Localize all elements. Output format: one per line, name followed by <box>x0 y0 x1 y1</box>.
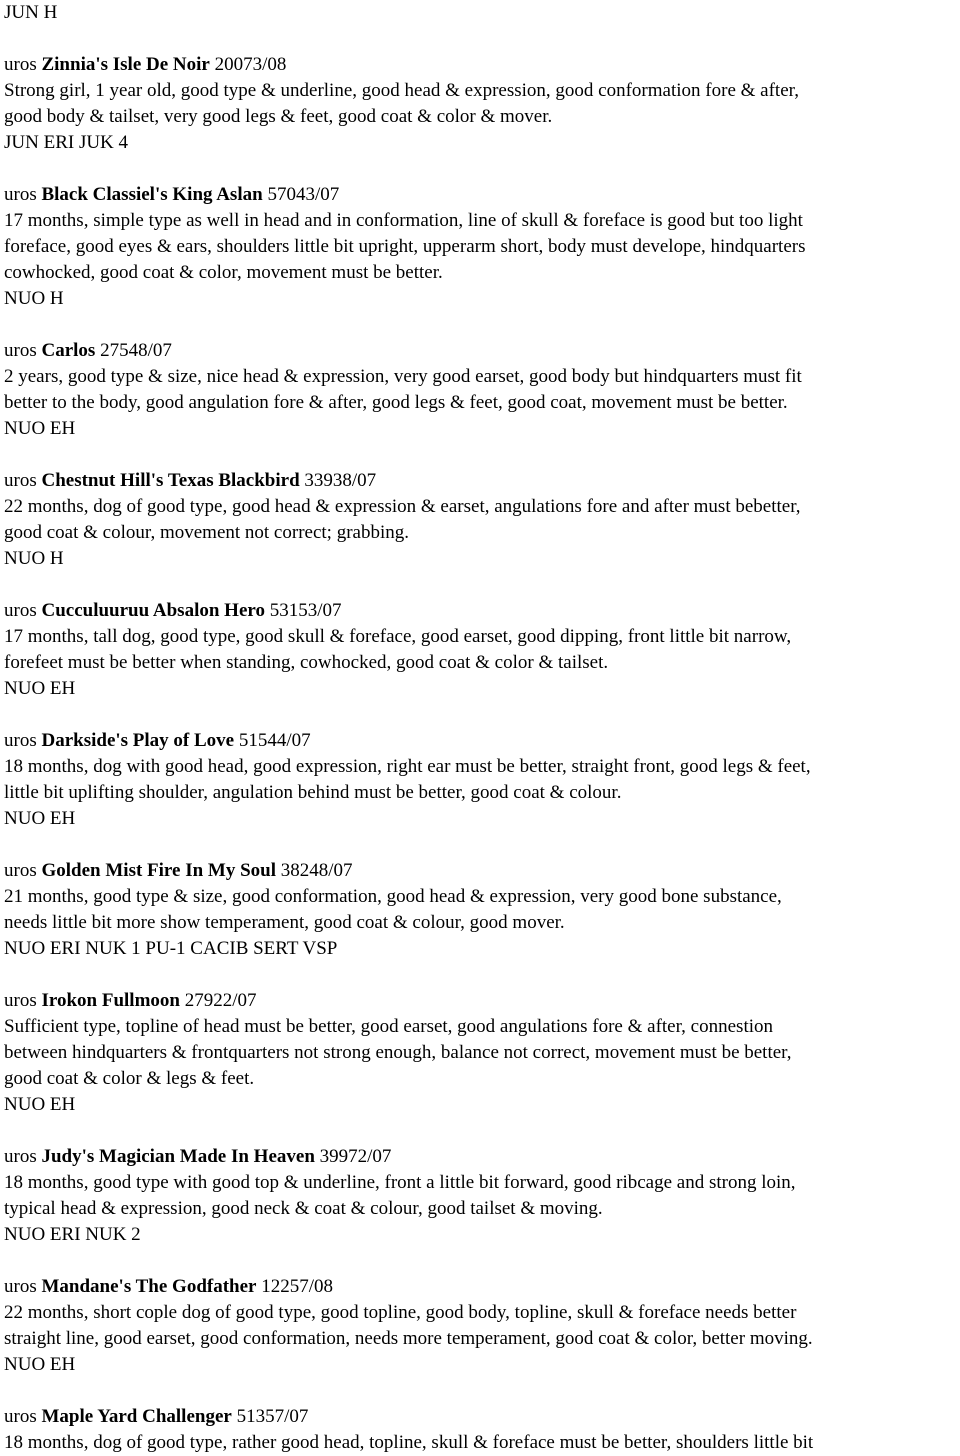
critique-line: 21 months, good type & size, good conformation, good head & expression, very good bone substance, <box>4 886 782 907</box>
dog-name: Judy's Magician Made In Heaven <box>41 1146 315 1167</box>
critique-line: foreface, good eyes & ears, shoulders little bit upright, upperarm short, body must develope, hindquarters <box>4 236 806 257</box>
spacer <box>4 1118 956 1144</box>
entry-prefix: uros <box>4 730 37 751</box>
dog-entry <box>4 1274 956 1404</box>
dog-name: Cucculuuruu Absalon Hero <box>41 600 265 621</box>
entry-title-line <box>4 858 956 884</box>
spacer <box>4 832 956 858</box>
entry-title-line <box>4 52 956 78</box>
critique-line: 2 years, good type & size, nice head & expression, very good earset, good body but hindquarters must fit <box>4 366 802 387</box>
spacer <box>4 702 956 728</box>
dog-entry <box>4 1144 956 1274</box>
spacer <box>4 572 956 598</box>
result-line: NUO H <box>4 288 64 309</box>
critique-line: between hindquarters & frontquarters not strong enough, balance not correct, movement must be better, <box>4 1042 792 1063</box>
registration-number: 12257/08 <box>261 1276 334 1297</box>
spacer <box>4 1378 956 1404</box>
result-line: NUO EH <box>4 678 76 699</box>
critique-line: 22 months, short cople dog of good type, good topline, good body, topline, skull & foreface needs better <box>4 1302 797 1323</box>
entry-prefix: uros <box>4 860 37 881</box>
critique-line: good coat & colour, movement not correct; grabbing. <box>4 522 409 543</box>
entry-prefix: uros <box>4 340 37 361</box>
critique-line: 18 months, dog of good type, rather good head, topline, skull & foreface must be better, shoulders little bit <box>4 1432 814 1453</box>
entry-prefix: uros <box>4 990 37 1011</box>
dog-name: Chestnut Hill's Texas Blackbird <box>41 470 300 491</box>
critique-line: straight line, good earset, good conformation, needs more temperament, good coat & color, better moving. <box>4 1328 813 1349</box>
critique-line: forefeet must be better when standing, cowhocked, good coat & color & tailset. <box>4 652 609 673</box>
spacer <box>4 962 956 988</box>
entry-prefix: uros <box>4 54 37 75</box>
critique-line: 22 months, dog of good type, good head & expression & earset, angulations fore and after must bebetter, <box>4 496 801 517</box>
critique-line: good coat & color & legs & feet. <box>4 1068 255 1089</box>
result-line: NUO ERI NUK 2 <box>4 1224 141 1245</box>
dog-entry <box>4 858 956 988</box>
registration-number: 27922/07 <box>184 990 257 1011</box>
dog-name: Black Classiel's King Aslan <box>41 184 263 205</box>
critique-line: good body & tailset, very good legs & feet, good coat & color & mover. <box>4 106 553 127</box>
entry-title-line <box>4 468 956 494</box>
result-line: NUO H <box>4 548 64 569</box>
registration-number: 39972/07 <box>319 1146 392 1167</box>
entry-prefix: uros <box>4 1146 37 1167</box>
dog-name: Zinnia's Isle De Noir <box>41 54 210 75</box>
registration-number: 20073/08 <box>214 54 287 75</box>
class-header: JUN H <box>4 2 58 23</box>
critique-line: Strong girl, 1 year old, good type & underline, good head & expression, good conformation fore & after, <box>4 80 799 101</box>
entry-title-line <box>4 338 956 364</box>
critique-line: little bit uplifting shoulder, angulation behind must be better, good coat & colour. <box>4 782 622 803</box>
dog-entry <box>4 1404 956 1456</box>
result-line: NUO EH <box>4 808 76 829</box>
dog-name: Maple Yard Challenger <box>41 1406 232 1427</box>
entry-title-line <box>4 1404 956 1430</box>
result-line: NUO EH <box>4 418 76 439</box>
registration-number: 53153/07 <box>269 600 342 621</box>
critique-line: better to the body, good angulation fore & after, good legs & feet, good coat, movement must be better. <box>4 392 788 413</box>
dog-entry <box>4 182 956 338</box>
critique-line: 17 months, simple type as well in head and in conformation, line of skull & foreface is good but too light <box>4 210 803 231</box>
critique-line: cowhocked, good coat & color, movement must be better. <box>4 262 443 283</box>
entry-title-line <box>4 1144 956 1170</box>
entry-prefix: uros <box>4 470 37 491</box>
critique-line: needs little bit more show temperament, good coat & colour, good mover. <box>4 912 565 933</box>
dog-name: Irokon Fullmoon <box>41 990 180 1011</box>
registration-number: 33938/07 <box>304 470 377 491</box>
entry-prefix: uros <box>4 184 37 205</box>
dog-entry <box>4 728 956 858</box>
entry-title-line <box>4 182 956 208</box>
entries-list <box>4 52 956 1456</box>
critique-line: 18 months, good type with good top & underline, front a little bit forward, good ribcage and strong loin, <box>4 1172 796 1193</box>
dog-name: Carlos <box>41 340 96 361</box>
critique-line: 18 months, dog with good head, good expression, right ear must be better, straight front, good legs & feet, <box>4 756 811 777</box>
dog-entry <box>4 338 956 468</box>
entry-prefix: uros <box>4 1276 37 1297</box>
dog-entry <box>4 468 956 598</box>
registration-number: 27548/07 <box>100 340 172 361</box>
spacer <box>4 156 956 182</box>
result-line: NUO ERI NUK 1 PU-1 CACIB SERT VSP <box>4 938 338 959</box>
result-line: NUO EH <box>4 1354 76 1375</box>
entry-title-line <box>4 1274 956 1300</box>
critique-line: Sufficient type, topline of head must be better, good earset, good angulations fore & after, connestion <box>4 1016 773 1037</box>
entry-title-line <box>4 988 956 1014</box>
registration-number: 51357/07 <box>236 1406 309 1427</box>
registration-number: 38248/07 <box>280 860 353 881</box>
result-line: NUO EH <box>4 1094 76 1115</box>
entry-title-line <box>4 598 956 624</box>
entry-prefix: uros <box>4 600 37 621</box>
dog-entry <box>4 598 956 728</box>
dog-name: Golden Mist Fire In My Soul <box>41 860 277 881</box>
spacer <box>4 26 956 52</box>
spacer <box>4 442 956 468</box>
registration-number: 51544/07 <box>238 730 311 751</box>
dog-entry <box>4 988 956 1144</box>
entry-prefix: uros <box>4 1406 37 1427</box>
dog-entry <box>4 52 956 182</box>
critique-line: 17 months, tall dog, good type, good skull & foreface, good earset, good dipping, front little bit narrow, <box>4 626 792 647</box>
spacer <box>4 312 956 338</box>
entry-title-line <box>4 728 956 754</box>
dog-name: Darkside's Play of Love <box>41 730 235 751</box>
critique-line: typical head & expression, good neck & coat & colour, good tailset & moving. <box>4 1198 603 1219</box>
registration-number: 57043/07 <box>267 184 340 205</box>
spacer <box>4 1248 956 1274</box>
result-line: JUN ERI JUK 4 <box>4 132 129 153</box>
dog-name: Mandane's The Godfather <box>41 1276 257 1297</box>
